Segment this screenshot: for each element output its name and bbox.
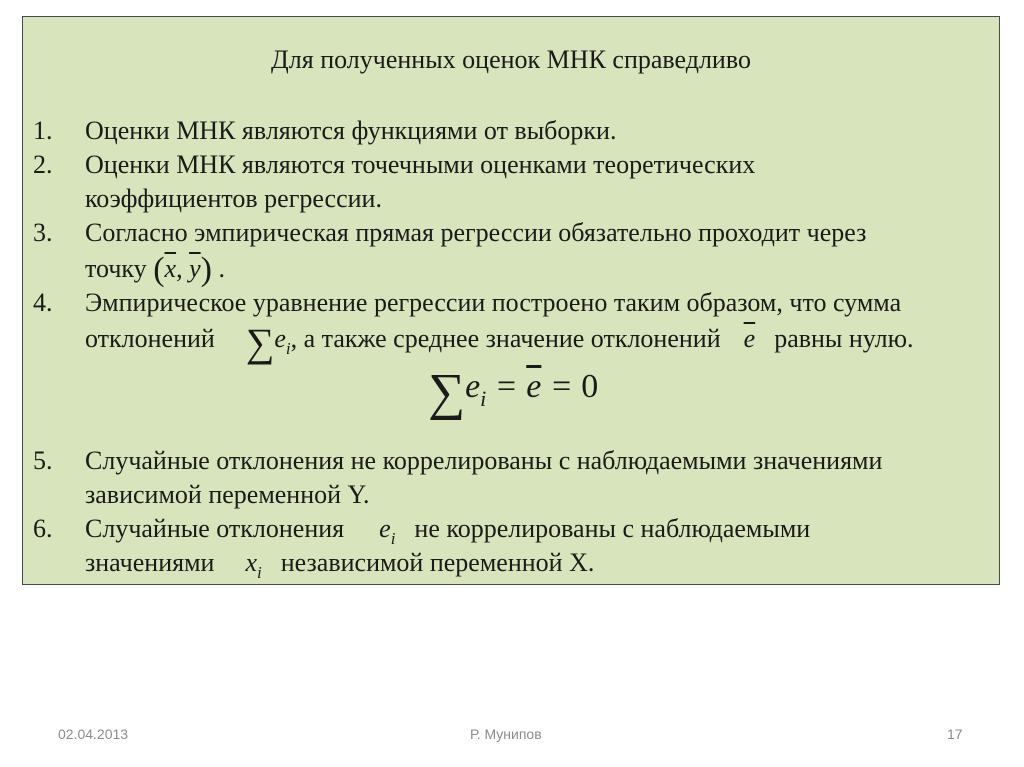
item-text-line2: значениями $x_i$ независимой переменной X.	[85, 548, 595, 582]
regressor-symbol: $x_i$	[245, 548, 262, 582]
footer-page-number: 17	[947, 726, 963, 742]
item-text-line1: Согласно эмпирическая прямая регрессии обязательно проходит через	[85, 218, 867, 247]
item-text-line1: Случайные отклонения $e_i$ не коррелированы с наблюдаемыми	[85, 514, 811, 548]
item-number: 5.	[33, 446, 53, 475]
item-number: 3.	[33, 218, 53, 247]
item-number: 1.	[33, 116, 53, 145]
point-formula: ($\overline{x}$, $\overline{y}$)	[153, 251, 212, 288]
item-number: 2.	[33, 150, 53, 179]
item-text-line2: зависимой переменной Y.	[85, 480, 370, 509]
footer-author: Р. Мунипов	[470, 726, 542, 742]
item-text-line1: Случайные отклонения не коррелированы с наблюдаемыми значениями	[85, 446, 883, 475]
item-text-line1: Эмпирическое уравнение регрессии построено таким образом, что сумма	[85, 288, 902, 317]
deviation-symbol: $e_i$	[379, 514, 396, 548]
mean-deviation-symbol: $\overline{e}$	[743, 324, 756, 353]
footer-date: 02.04.2013	[58, 726, 129, 742]
item-number: 4.	[33, 288, 53, 317]
item-text: Оценки МНК являются функциями от выборки.	[85, 116, 617, 145]
item-text-line2: точку ($\overline{x}$, $\overline{y}$) .	[85, 251, 225, 288]
slide-heading: Для полученных оценок МНК справедливо	[271, 45, 751, 74]
item-text-line1: Оценки МНК являются точечными оценками теоретических	[85, 150, 756, 179]
item-text-line2: коэффициентов регрессии.	[85, 184, 382, 213]
point-label: точку	[85, 254, 147, 283]
content-panel	[22, 16, 1000, 585]
item-text-line2: отклонений $\sum e_i$, а также среднее значение отклонений $\overline{e}$ равны нулю.	[85, 320, 914, 365]
sum-formula: $\sum e_i$	[245, 320, 291, 365]
deviation-sum-formula: $\sum e_i = \overline{e} = 0$	[428, 364, 599, 421]
item-number: 6.	[33, 514, 53, 543]
